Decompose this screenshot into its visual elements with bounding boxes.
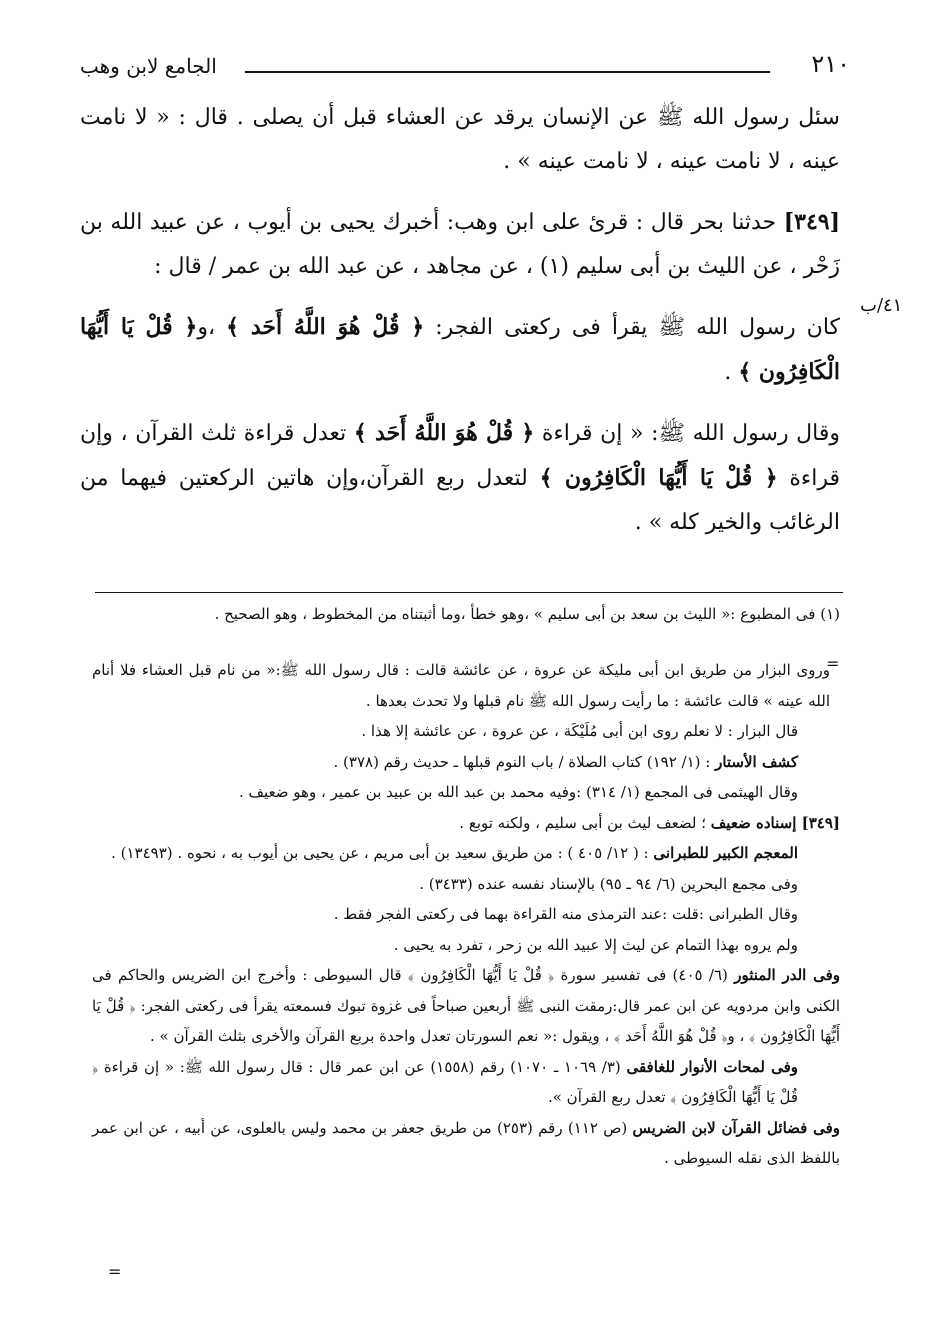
note-line: وقال الطبرانى :قلت :عند الترمذى منه القراءة بهما فى ركعتى الفجر فقط . [333, 905, 798, 923]
page-number: ٢١٠ [811, 50, 850, 78]
p4-text-b: تعدل قراءة ثلث القرآن ، وإن قراءة [80, 421, 841, 491]
paragraph-4 [80, 411, 840, 545]
quran-verse: ﴿ قُلْ هُوَ اللَّهُ أَحَد ﴾ [353, 420, 535, 446]
header-rule [245, 71, 770, 73]
source-title: المعجم الكبير للطبرانى [653, 844, 798, 862]
source-title: كشف الأستار [715, 752, 798, 771]
footnote-rule [95, 592, 843, 593]
paragraph-2 [80, 200, 840, 289]
source-title: وفى الدر المنثور [734, 966, 841, 984]
paragraph-3 [80, 305, 840, 395]
note-line: وروى البزار من طريق ابن أبى مليكة عن عروة ، عن عائشة قالت : قال رسول الله ﷺ:« من نام قبل العشاء فلا أنام الله عينه » قالت عائشة : ما رأيت رسول الله ﷺ نام قبلها ولا تحدث بعدها . [92, 661, 830, 710]
p3-text-b: ،و [197, 315, 227, 340]
source-title: وفى فضائل القرآن لابن الضريس [632, 1118, 841, 1137]
continuation-mark: = [826, 654, 840, 673]
continuation-mark: = [108, 1262, 122, 1281]
paragraph-2-text: حدثنا بحر قال : قرئ على ابن وهب: أخبرك يحيى بن أيوب ، عن عبيد الله بن زَحْر ، عن الليث بن أبى سليم (١) ، عن مجاهد ، عن عبد الله بن عمر / قال : [80, 210, 840, 279]
note-line: قال البزار : لا نعلم روى ابن أبى مُلَيْكَة ، عن عروة ، عن عائشة إلا هذا . [361, 722, 798, 740]
note-line [92, 838, 840, 869]
note-line: وقال الهيثمى فى المجمع (١/ ٣١٤) :وفيه محمد بن عبد الله بن عبيد بن عمير ، وهو ضعيف . [238, 783, 798, 801]
page-header [80, 48, 850, 88]
quran-verse: ﴿ قُلْ هُوَ اللَّهُ أَحَد ﴾ [226, 314, 425, 340]
paragraph-1: سئل رسول الله ﷺ عن الإنسان يرقد عن العشاء قبل أن يصلى . قال : « لا نامت عينه ، لا نامت عينه ، لا نامت عينه » . [80, 105, 840, 174]
note-line [92, 1052, 840, 1113]
manuscript-folio-note: ٤١/ب [860, 295, 903, 316]
source-title: [٣٤٩] إسناده ضعيف [710, 813, 840, 832]
footnote-1: (١) فى المطبوع :« الليث بن سعد بن أبى سليم » ،وهو خطأ ،وما أثبتناه من المخطوط ، وهو الصحيح . [214, 605, 840, 623]
note-text: ؛ لضعف ليث بن أبى سليم ، ولكنه توبع . [459, 813, 711, 832]
p3-text-a: كان رسول الله ﷺ يقرأ فى ركعتى الفجر: [424, 315, 841, 340]
editor-notes [92, 655, 840, 1174]
p4-text-c: لتعدل ربع القرآن،وإن هاتين الركعتين فيهما من الرغائب والخير كله » . [80, 466, 840, 535]
note-text: : (١/ ١٩٢) كتاب الصلاة / باب النوم قبلها ـ حديث رقم (٣٧٨) . [333, 752, 716, 771]
source-title: وفى لمحات الأنوار للغافقى [626, 1057, 798, 1076]
note-text: (٣/ ١٠٦٩ ـ ١٠٧٠) رقم (١٥٥٨) عن ابن عمر قال : قال رسول الله ﷺ: « إن قراءة ﴿ قُلْ يَا أَيُّهَا الْكَافِرُون ﴾ تعدل ربع القرآن ». [92, 1057, 798, 1106]
note-line [92, 960, 840, 1052]
note-text: (٦/ ٤٠٥) فى تفسير سورة ﴿ قُلْ يَا أَيُّهَا الْكَافِرُون ﴾ قال السيوطى : وأخرج ابن الضريس والحاكم فى الكنى وابن مردويه عن ابن عمر قال:رمقت النبى ﷺ أربعين صباحاً فى غزوة تبوك فسمعته يقرأ فى ركعتى الفجر: ﴿ قُلْ يَا أَيُّهَا الْكَافِرُون ﴾ ، و﴿ قُلْ هُوَ اللَّهُ أَحَد ﴾ ، ويقول :« نعم السورتان تعدل واحدة بربع القرآن والأخرى بثلث القرآن » . [92, 966, 840, 1045]
quran-verse: ﴿ قُلْ يَا أَيُّهَا الْكَافِرُون ﴾ [80, 314, 840, 385]
main-text [80, 96, 840, 545]
book-title: الجامع لابن وهب [80, 54, 217, 78]
p4-text-a: وقال رسول الله ﷺ: « إن قراءة [534, 421, 840, 446]
note-line [92, 1113, 840, 1174]
note-text: (ص ١١٢) رقم (٢٥٣) من طريق جعفر بن محمد وليس بالعلوى، عن أبيه ، عن ابن عمر باللفظ الذى نقله السيوطى . [92, 1118, 840, 1167]
note-line: وفى مجمع البحرين (٦/ ٩٤ ـ ٩٥) بالإسناد نفسه عنده (٣٤٣٣) . [419, 874, 798, 893]
note-line [92, 747, 840, 778]
note-line [92, 808, 840, 839]
note-text: : ( ١٢/ ٤٠٥ ) : من طريق سعيد بن أبى مريم ، عن يحيى بن أيوب به ، نحوه . (١٣٤٩٣) . [111, 844, 654, 862]
hadith-number: [٣٤٩] [783, 209, 840, 235]
p3-text-c: . [724, 360, 739, 385]
note-line: ولم يروه بهذا التمام عن ليث إلا عبيد الله بن زحر ، تفرد به يحيى . [393, 935, 798, 954]
quran-verse: ﴿ قُلْ يَا أَيُّهَا الْكَافِرُون ﴾ [539, 465, 778, 491]
